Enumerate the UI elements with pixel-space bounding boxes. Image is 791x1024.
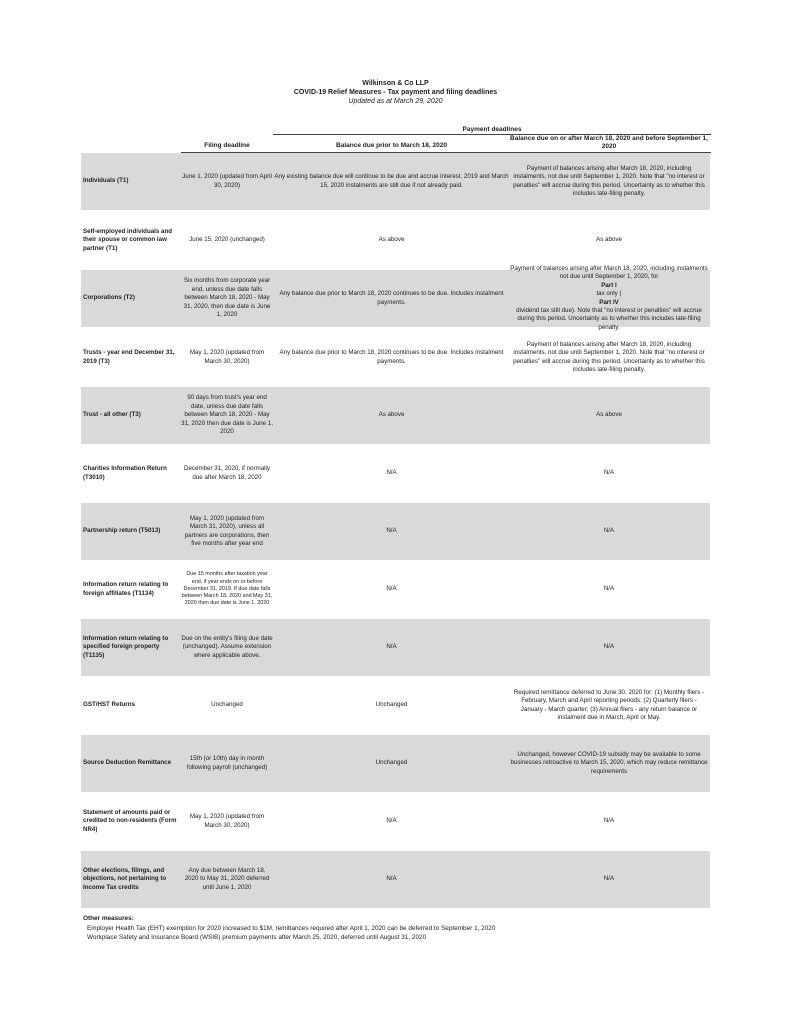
row-label: Corporations (T2) (83, 294, 135, 302)
firm-name: Wilkinson & Co LLP (362, 80, 429, 87)
other-measure-item: Employer Health Tax (EHT) exemption for 2020 increased to $1M, remittances required after April 1, 2020 can be deferred to September 1, 2020 (87, 925, 496, 932)
row-label: GST/HST Returns (83, 701, 135, 709)
row-label: Information return relating to foreign affiliates (T1134) (83, 581, 169, 597)
row-label: Other elections, filings, and objections, not pertaining to Income Tax credits (83, 866, 167, 891)
balance-prior-heading: Balance due prior to March 18, 2020 (336, 142, 447, 149)
filing-deadline-cell: 15th (or 10th) day in month following payroll (unchanged) (186, 755, 268, 771)
balance-prior-cell: N/A (386, 875, 397, 883)
balance-after-cell: N/A (603, 875, 615, 883)
table-row (81, 677, 710, 734)
filing-deadline-cell: Unchanged (211, 701, 243, 709)
table-row (81, 503, 710, 560)
part-iv-emphasis: Part IV (599, 298, 619, 306)
row-label: Source Deduction Remittance (83, 759, 172, 767)
table-row (81, 561, 710, 618)
row-label: Statement of amounts paid or credited to non-residents (Form NR4) (83, 808, 177, 833)
balance-prior-cell: As above (378, 236, 405, 244)
balance-after-cell: N/A (603, 469, 615, 477)
balance-prior-cell: Unchanged (375, 759, 408, 767)
table-row (81, 153, 710, 210)
balance-after-cell: Required remittance deferred to June 30, 2020 for: (1) Monthly filers - February, March and April reporting periods; (2) Quarterly filers - January - March quarter; (3) Annual filers - any return balance or instalment due in March, April or May. (513, 688, 705, 721)
other-measure-item: Workplace Safety and Insurance Board (WSIB) premium payments after March 25, 2020, deferred until August 31, 2020 (87, 934, 427, 941)
balance-prior-cell: N/A (386, 469, 397, 477)
row-label: Partnership return (T5013) (83, 527, 161, 535)
balance-prior-cell: As above (378, 411, 405, 419)
balance-prior-cell: Any balance due prior to March 18, 2020 continues to be due. Includes instalment payments. (279, 349, 504, 365)
table-row (81, 619, 710, 676)
row-label: Individuals (T1) (83, 177, 129, 185)
filing-deadline-cell: May 1, 2020 (updated from March 31, 2020), unless all partners are corporations, then five months after year end (184, 514, 270, 547)
table-row (81, 793, 710, 850)
filing-deadline-cell: Due on the entity's filing due date (unchanged). Assume extension where applicable above. (181, 634, 273, 659)
balance-after-cell: Payment of balances arising after March 18, 2020, including instalments not due until September 1, 2020, for Part I tax only ( Part IV dividend tax still due). Note that "no interest or penalties" will accrue during this period. Uncertainty as to whether this includes late-filing penalty. (510, 264, 708, 331)
balance-prior-cell: N/A (386, 643, 397, 651)
payment-deadlines-heading: Payment deadlines (462, 126, 522, 133)
balance-after-cell: Payment of balances arising after March 18, 2020, including instalments, not due until September 1, 2020. Note that "no interest or penalties" will accrue during this period. Uncertainty as to whether this includes late-filing penalty. (513, 164, 705, 197)
table-row (81, 329, 710, 386)
balance-prior-cell: Any balance due prior to March 18, 2020 continues to be due. Includes instalment payments. (279, 290, 504, 306)
balance-after-cell: N/A (603, 585, 615, 593)
row-label: Charities Information Return (T3010) (83, 465, 167, 481)
row-label: Information return relating to specified foreign property (T1135) (83, 634, 169, 659)
balance-prior-cell: N/A (386, 527, 397, 535)
table-row (81, 851, 710, 908)
balance-after-heading: Balance due on or after March 18, 2020 and before September 1, 2020 (510, 135, 708, 150)
balance-after-cell: As above (596, 236, 622, 244)
filing-deadline-cell: December 31, 2020, if normally due after March 18, 2020 (184, 465, 270, 481)
balance-prior-cell: Any existing balance due will continue to be due and accrue interest. 2019 and March 15, 2020 instalments are still due if not already paid. (274, 173, 509, 189)
row-label: Trust - all other (T3) (83, 411, 141, 419)
table-row (81, 735, 710, 792)
table-row (81, 387, 710, 444)
other-measures-heading: Other measures: (83, 915, 134, 922)
filing-deadline-cell: Due 15 months after taxation year end, if year ends on or before December 31, 2019. If due date falls between March 18, 2020 and May 31, 2020 then due date is June 1, 2020 (181, 571, 273, 607)
updated-date: Updated as at March 29, 2020 (348, 98, 443, 105)
table-row (81, 212, 710, 269)
table-row (81, 445, 710, 502)
filing-deadline-cell: June 15, 2020 (unchanged) (189, 236, 265, 244)
filing-deadline-cell: May 1, 2020 (updated from March 30, 2020) (189, 349, 265, 365)
balance-prior-cell: N/A (386, 585, 397, 593)
filing-deadline-cell: 90 days from trust's year end date, unless due date falls between March 18, 2020 - May 31, 2020 then due date is June 1, 2020 (181, 394, 273, 436)
part-i-emphasis: Part I (601, 281, 617, 289)
balance-after-cell: Unchanged, however COVID-19 subsidy may be available to some businesses retroactive to March 15, 2020, which may reduce remittance requirements (510, 750, 708, 775)
balance-after-cell: As above (596, 411, 622, 419)
balance-after-cell: N/A (603, 643, 615, 651)
filing-deadline-heading: Filing deadline (204, 142, 250, 149)
filing-deadline-cell: May 1, 2020 (updated from March 30, 2020) (189, 813, 265, 829)
row-label: Self-employed individuals and their spouse or common law partner (T1) (83, 227, 173, 252)
filing-deadline-cell: Any due between March 18, 2020 to May 31, 2020 deferred until June 1, 2020 (184, 866, 270, 891)
balance-after-cell: Payment of balances arising after March 18, 2020, including instalments, not due until September 1, 2020. Note that "no interest or penalties" will accrue during this period. Uncertainty as to whether this includes late-filing penalty. (513, 340, 705, 373)
document-title: COVID-19 Relief Measures - Tax payment and filing deadlines (293, 89, 498, 96)
balance-prior-cell: Unchanged (375, 701, 408, 709)
filing-deadline-cell: June 1, 2020 (updated from April 30, 2020) (182, 173, 272, 189)
table-row (81, 264, 710, 331)
balance-after-cell: N/A (603, 817, 615, 825)
filing-deadline-cell: Six months from corporate year end, unless due date falls between March 18, 2020 - May 31, 2020, then due date is June 1, 2020 (183, 277, 271, 319)
row-label: Trusts - year end December 31, 2019 (T3) (83, 349, 175, 365)
balance-prior-cell: N/A (386, 817, 397, 825)
balance-after-cell: N/A (603, 527, 615, 535)
